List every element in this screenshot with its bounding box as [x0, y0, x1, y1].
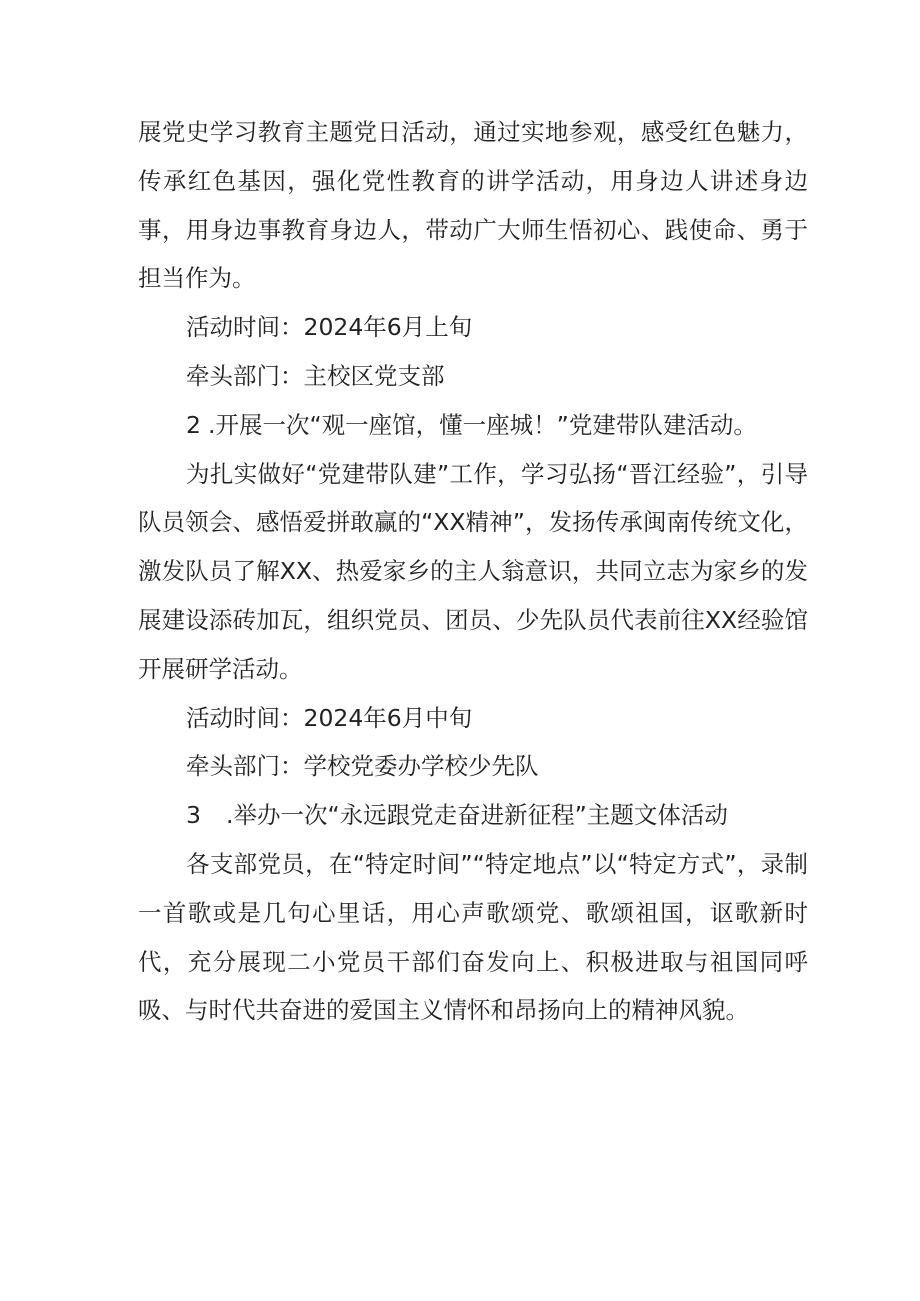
- activity-3-number: 3: [186, 801, 201, 830]
- activity-2-description: 为扎实做好“党建带队建”工作，学习弘扬“晋江经验”，引导队员领会、感悟爱拼敢赢的“XX精神”，发扬传承闽南传统文化，激发队员了解XX、热爱家乡的主人翁意识，共同立志为家乡的发展建设添砖加瓦，组织党员、团员、少先队员代表前往XX经验馆开展研学活动。: [138, 459, 808, 683]
- activity-2-department: 牵头部门：学校党委办学校少先队: [186, 752, 539, 781]
- activity-1-time: 活动时间：2024年6月上旬: [186, 313, 473, 342]
- activity-3-heading: [138, 791, 808, 840]
- activity-2-number: 2: [186, 410, 201, 439]
- activity-3-title: .举办一次“永远跟党走奋进新征程”主题文体活动: [226, 801, 728, 830]
- activity-2-time: 活动时间：2024年6月中旬: [186, 703, 473, 732]
- activity-2-title: .开展一次“观一座馆，懂一座城！”党建带队建活动。: [208, 410, 757, 439]
- activity-3-description: 各支部党员，在“特定时间”“特定地点”以“特定方式”，录制一首歌或是几句心里话，用心声歌颂党、歌颂祖国，讴歌新时代，充分展现二小党员干部们奋发向上、积极进取与祖国同呼吸、与时代共奋进的爱国主义情怀和昂扬向上的精神风貌。: [138, 849, 808, 1025]
- paragraph-intro-continuation: 展党史学习教育主题党日活动，通过实地参观，感受红色魅力，传承红色基因，强化党性教育的讲学活动，用身边人讲述身边事，用身边事教育身边人，带动广大师生悟初心、践使命、勇于担当作为。: [138, 118, 808, 293]
- activity-1-department: 牵头部门：主校区党支部: [186, 361, 445, 390]
- activity-2-heading: [138, 401, 808, 450]
- document-body: [138, 108, 808, 1035]
